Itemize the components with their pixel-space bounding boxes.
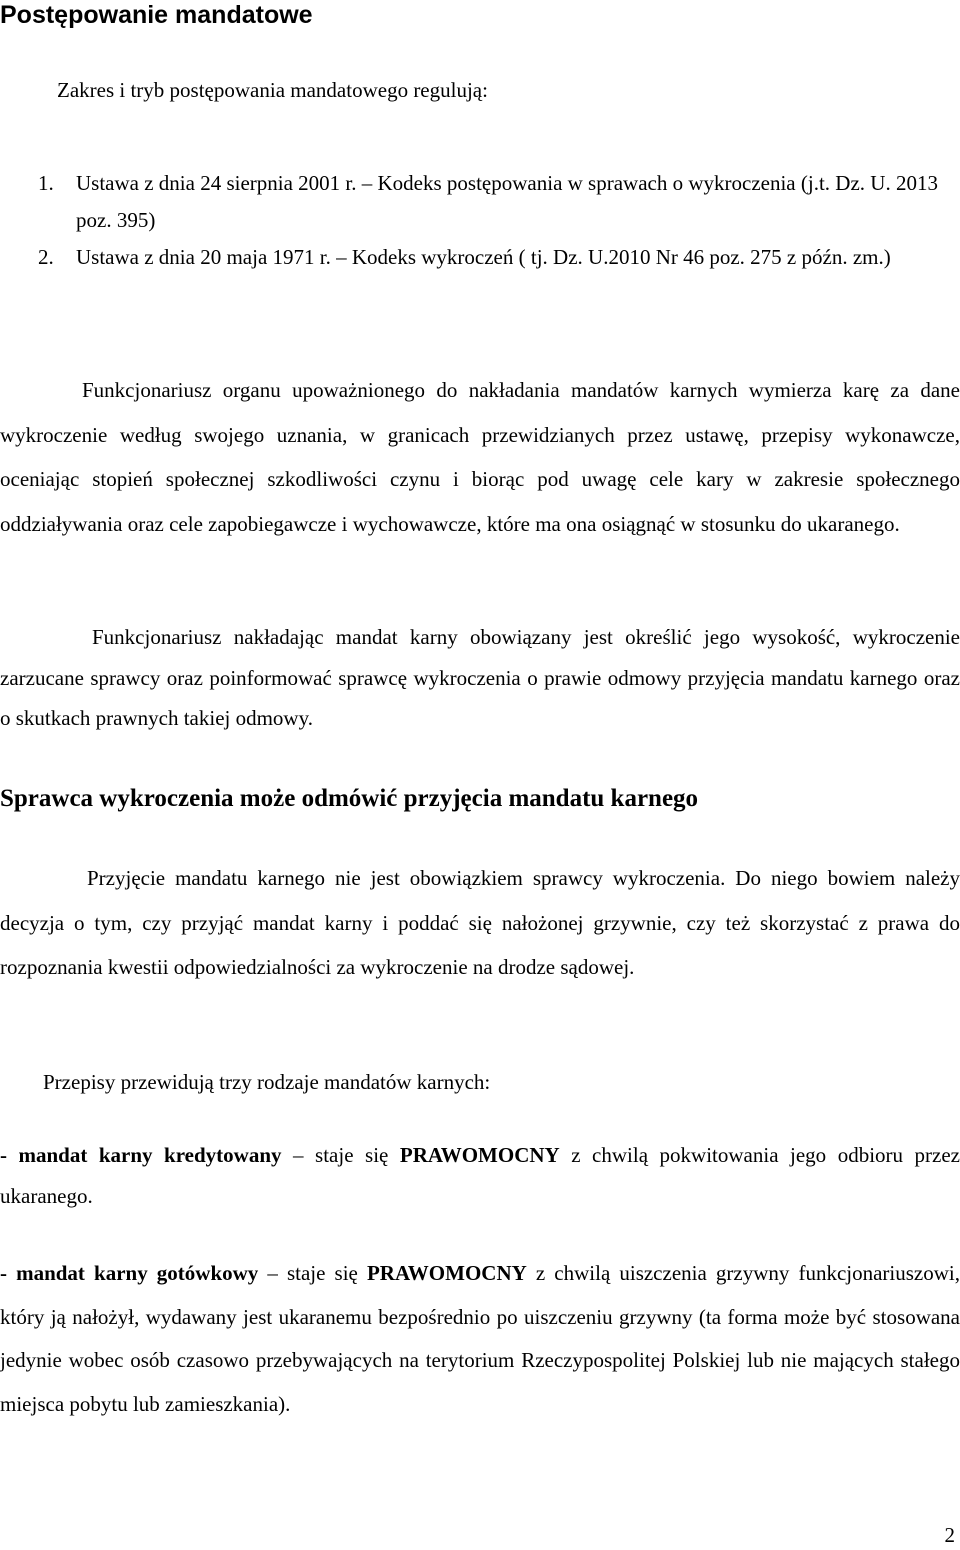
mandate-cash-description: [0, 1252, 960, 1426]
list-item-number: 2.: [38, 245, 54, 269]
paragraph-mandate-types: Przepisy przewidują trzy rodzaje mandatów karnych:: [43, 1070, 491, 1094]
paragraph-officer-penalty: Funkcjonariusz organu upoważnionego do nakładania mandatów karnych wymierza karę za dane wykroczenie według swojego uznania, w granicach przewidzianych przez ustawę, przepisy wykonawcze, oceniając stopień społecznej szkodliwości czynu i biorąc pod uwagę cele kary w zakresie społecznego oddziaływania oraz cele zapobiegawcze i wychowawcze, które ma ona osiągnąć w stosunku do ukaranego.: [0, 378, 960, 536]
list-item: [0, 239, 960, 276]
list-item-text: Ustawa z dnia 20 maja 1971 r. – Kodeks wykroczeń ( tj. Dz. U.2010 Nr 46 poz. 275 z późn. zm.): [76, 245, 891, 269]
page-number: 2: [944, 1523, 955, 1547]
mandate-status-label: PRAWOMOCNY: [399, 1143, 560, 1167]
mandate-text: – staje się: [281, 1143, 400, 1167]
mandate-text: – staje się: [258, 1261, 367, 1285]
mandate-type-label: - mandat karny gotówkowy: [0, 1261, 259, 1285]
section-heading: Sprawca wykroczenia może odmówić przyjęcia mandatu karnego: [0, 785, 699, 812]
page-title: Postępowanie mandatowe: [0, 1, 313, 29]
legal-acts-list: [0, 165, 960, 276]
intro-text: Zakres i tryb postępowania mandatowego regulują:: [57, 78, 488, 102]
list-item: [0, 165, 960, 239]
list-item-text: Ustawa z dnia 24 sierpnia 2001 r. – Kodeks postępowania w sprawach o wykroczenia (j.t. Dz. U. 2013 poz. 395): [76, 171, 938, 232]
mandate-credit-description: [0, 1135, 960, 1217]
mandate-text: z chwilą uiszczenia grzywny funkcjonariuszowi, który ją nałożył, wydawany jest ukaranemu bezpośrednio po uiszczeniu grzywny (ta forma może być stosowana jedynie wobec osób czasowo przebywających na terytorium Rzeczypospolitej Polskiej lub nie mających stałego miejsca pobytu lub zamieszkania).: [0, 1261, 960, 1416]
mandate-text: z chwilą pokwitowania jego odbioru przez ukaranego.: [0, 1143, 960, 1208]
paragraph-refusal-right: Przyjęcie mandatu karnego nie jest obowiązkiem sprawcy wykroczenia. Do niego bowiem należy decyzja o tym, czy przyjąć mandat karny i poddać się nałożonej grzywnie, czy też skorzystać z prawa do rozpoznania kwestii odpowiedzialności za wykroczenie na drodze sądowej.: [0, 866, 960, 979]
mandate-type-label: - mandat karny kredytowany: [0, 1143, 282, 1167]
list-item-number: 1.: [38, 171, 54, 195]
paragraph-officer-duties: Funkcjonariusz nakładając mandat karny obowiązany jest określić jego wysokość, wykroczenie zarzucane sprawcy oraz poinformować sprawcę wykroczenia o prawie odmowy przyjęcia mandatu karnego oraz o skutkach prawnych takiej odmowy.: [0, 625, 960, 730]
mandate-status-label: PRAWOMOCNY: [366, 1261, 527, 1285]
